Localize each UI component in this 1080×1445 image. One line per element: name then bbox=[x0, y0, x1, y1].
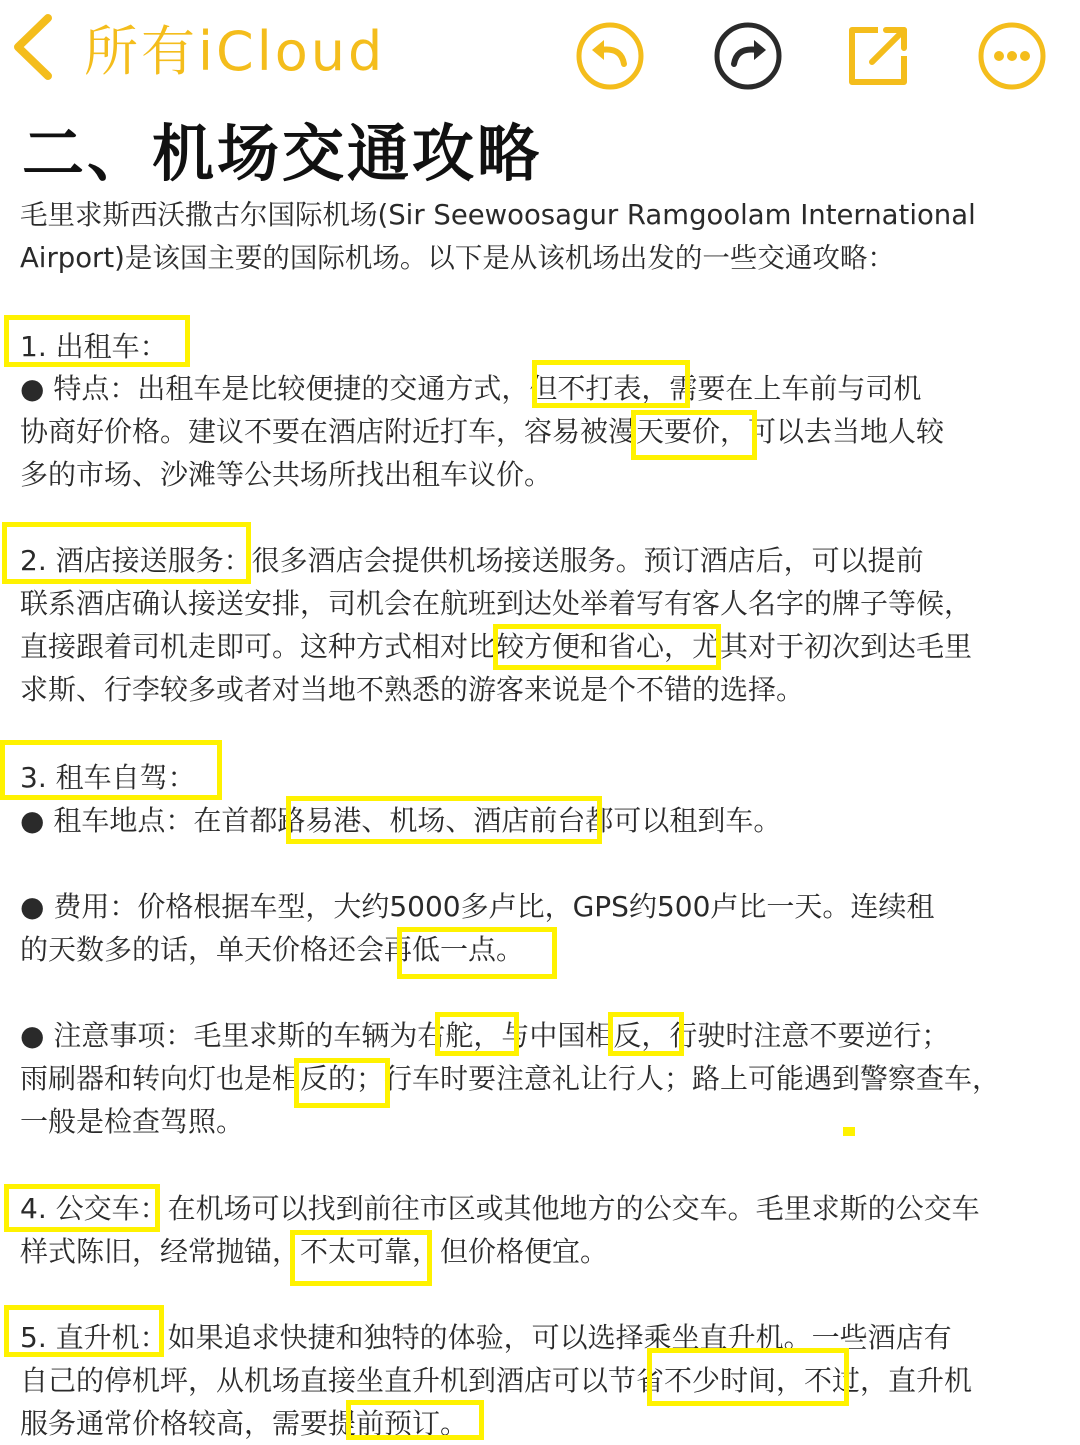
note-toolbar bbox=[0, 0, 1080, 100]
back-chevron-icon bbox=[8, 12, 56, 82]
share-button[interactable] bbox=[842, 20, 914, 92]
rental-heading: 3. 租车自驾： bbox=[20, 761, 196, 794]
highlight-box bbox=[286, 796, 602, 844]
intro-line-2: Airport)是该国主要的国际机场。以下是从该机场出发的一些交通攻略： bbox=[20, 242, 895, 274]
taxi-line-1: ● 特点：出租车是比较便捷的交通方式，但不打表，需要在上车前与司机 bbox=[20, 372, 922, 405]
taxi-heading: 1. 出租车： bbox=[20, 330, 168, 363]
rental-cost-line-1: ● 费用：价格根据车型，大约5000多卢比，GPS约500卢比一天。连续租 bbox=[20, 890, 935, 923]
highlight-box bbox=[435, 1012, 519, 1056]
taxi-line-3: 多的市场、沙滩等公共场所找出租车议价。 bbox=[20, 458, 553, 491]
highlight-box bbox=[4, 1184, 160, 1232]
intro-line-1: 毛里求斯西沃撒古尔国际机场(Sir Seewoosagur Ramgoolam International bbox=[20, 199, 976, 231]
note-title: 二、机场交通攻略 bbox=[22, 117, 543, 190]
highlight-box bbox=[4, 315, 190, 367]
heli-line-3: 服务通常价格较高，需要提前预订。 bbox=[20, 1407, 469, 1440]
rental-notes-line-2: 雨刷器和转向灯也是相反的；行车时要注意礼让行人；路上可能遇到警察查车， bbox=[20, 1062, 1001, 1095]
highlight-box bbox=[608, 1012, 684, 1056]
share-icon bbox=[842, 20, 914, 92]
hotel-line-1: 2. 酒店接送服务：很多酒店会提供机场接送服务。预订酒店后，可以提前 bbox=[20, 544, 924, 577]
highlight-box bbox=[532, 360, 690, 408]
highlight-box bbox=[631, 410, 757, 460]
hotel-line-2: 联系酒店确认接送安排，司机会在航班到达处举着写有客人名字的牌子等候， bbox=[20, 587, 973, 620]
taxi-line-2: 协商好价格。建议不要在酒店附近打车，容易被漫天要价，可以去当地人较 bbox=[20, 415, 945, 448]
redo-icon bbox=[712, 20, 784, 92]
undo-icon bbox=[574, 20, 646, 92]
highlight-box bbox=[2, 522, 251, 584]
rental-notes-line-1: ● 注意事项：毛里求斯的车辆为右舵，与中国相反，行驶时注意不要逆行； bbox=[20, 1019, 950, 1052]
redo-button[interactable] bbox=[712, 20, 784, 92]
bus-line-1: 4. 公交车：在机场可以找到前往市区或其他地方的公交车。毛里求斯的公交车 bbox=[20, 1192, 980, 1225]
highlight-box bbox=[0, 740, 222, 800]
back-button[interactable] bbox=[8, 10, 385, 84]
hotel-line-4: 求斯、行李较多或者对当地不熟悉的游客来说是个不错的选择。 bbox=[20, 673, 805, 706]
highlight-box bbox=[4, 1305, 164, 1357]
highlight-box bbox=[647, 1348, 849, 1406]
back-label: 所有iCloud bbox=[84, 19, 386, 83]
highlight-box bbox=[346, 1400, 484, 1440]
more-icon bbox=[976, 20, 1048, 92]
rental-cost-line-2: 的天数多的话，单天价格还会再低一点。 bbox=[20, 933, 525, 966]
highlight-box bbox=[493, 624, 721, 670]
rental-notes-line-3: 一般是检查驾照。 bbox=[20, 1105, 245, 1138]
undo-button[interactable] bbox=[574, 20, 646, 92]
more-button[interactable] bbox=[976, 20, 1048, 92]
rental-location: ● 租车地点：在首都路易港、机场、酒店前台都可以租到车。 bbox=[20, 804, 782, 837]
highlight-dot bbox=[843, 1127, 855, 1136]
highlight-box bbox=[294, 1058, 390, 1108]
heli-line-2: 自己的停机坪，从机场直接坐直升机到酒店可以节省不少时间，不过，直升机 bbox=[20, 1364, 973, 1397]
bus-line-2: 样式陈旧，经常抛锚，不太可靠，但价格便宜。 bbox=[20, 1235, 609, 1268]
hotel-line-3: 直接跟着司机走即可。这种方式相对比较方便和省心，尤其对于初次到达毛里 bbox=[20, 630, 973, 663]
highlight-box bbox=[397, 927, 557, 979]
highlight-box bbox=[290, 1230, 432, 1286]
heli-line-1: 5. 直升机：如果追求快捷和独特的体验，可以选择乘坐直升机。一些酒店有 bbox=[20, 1321, 952, 1354]
